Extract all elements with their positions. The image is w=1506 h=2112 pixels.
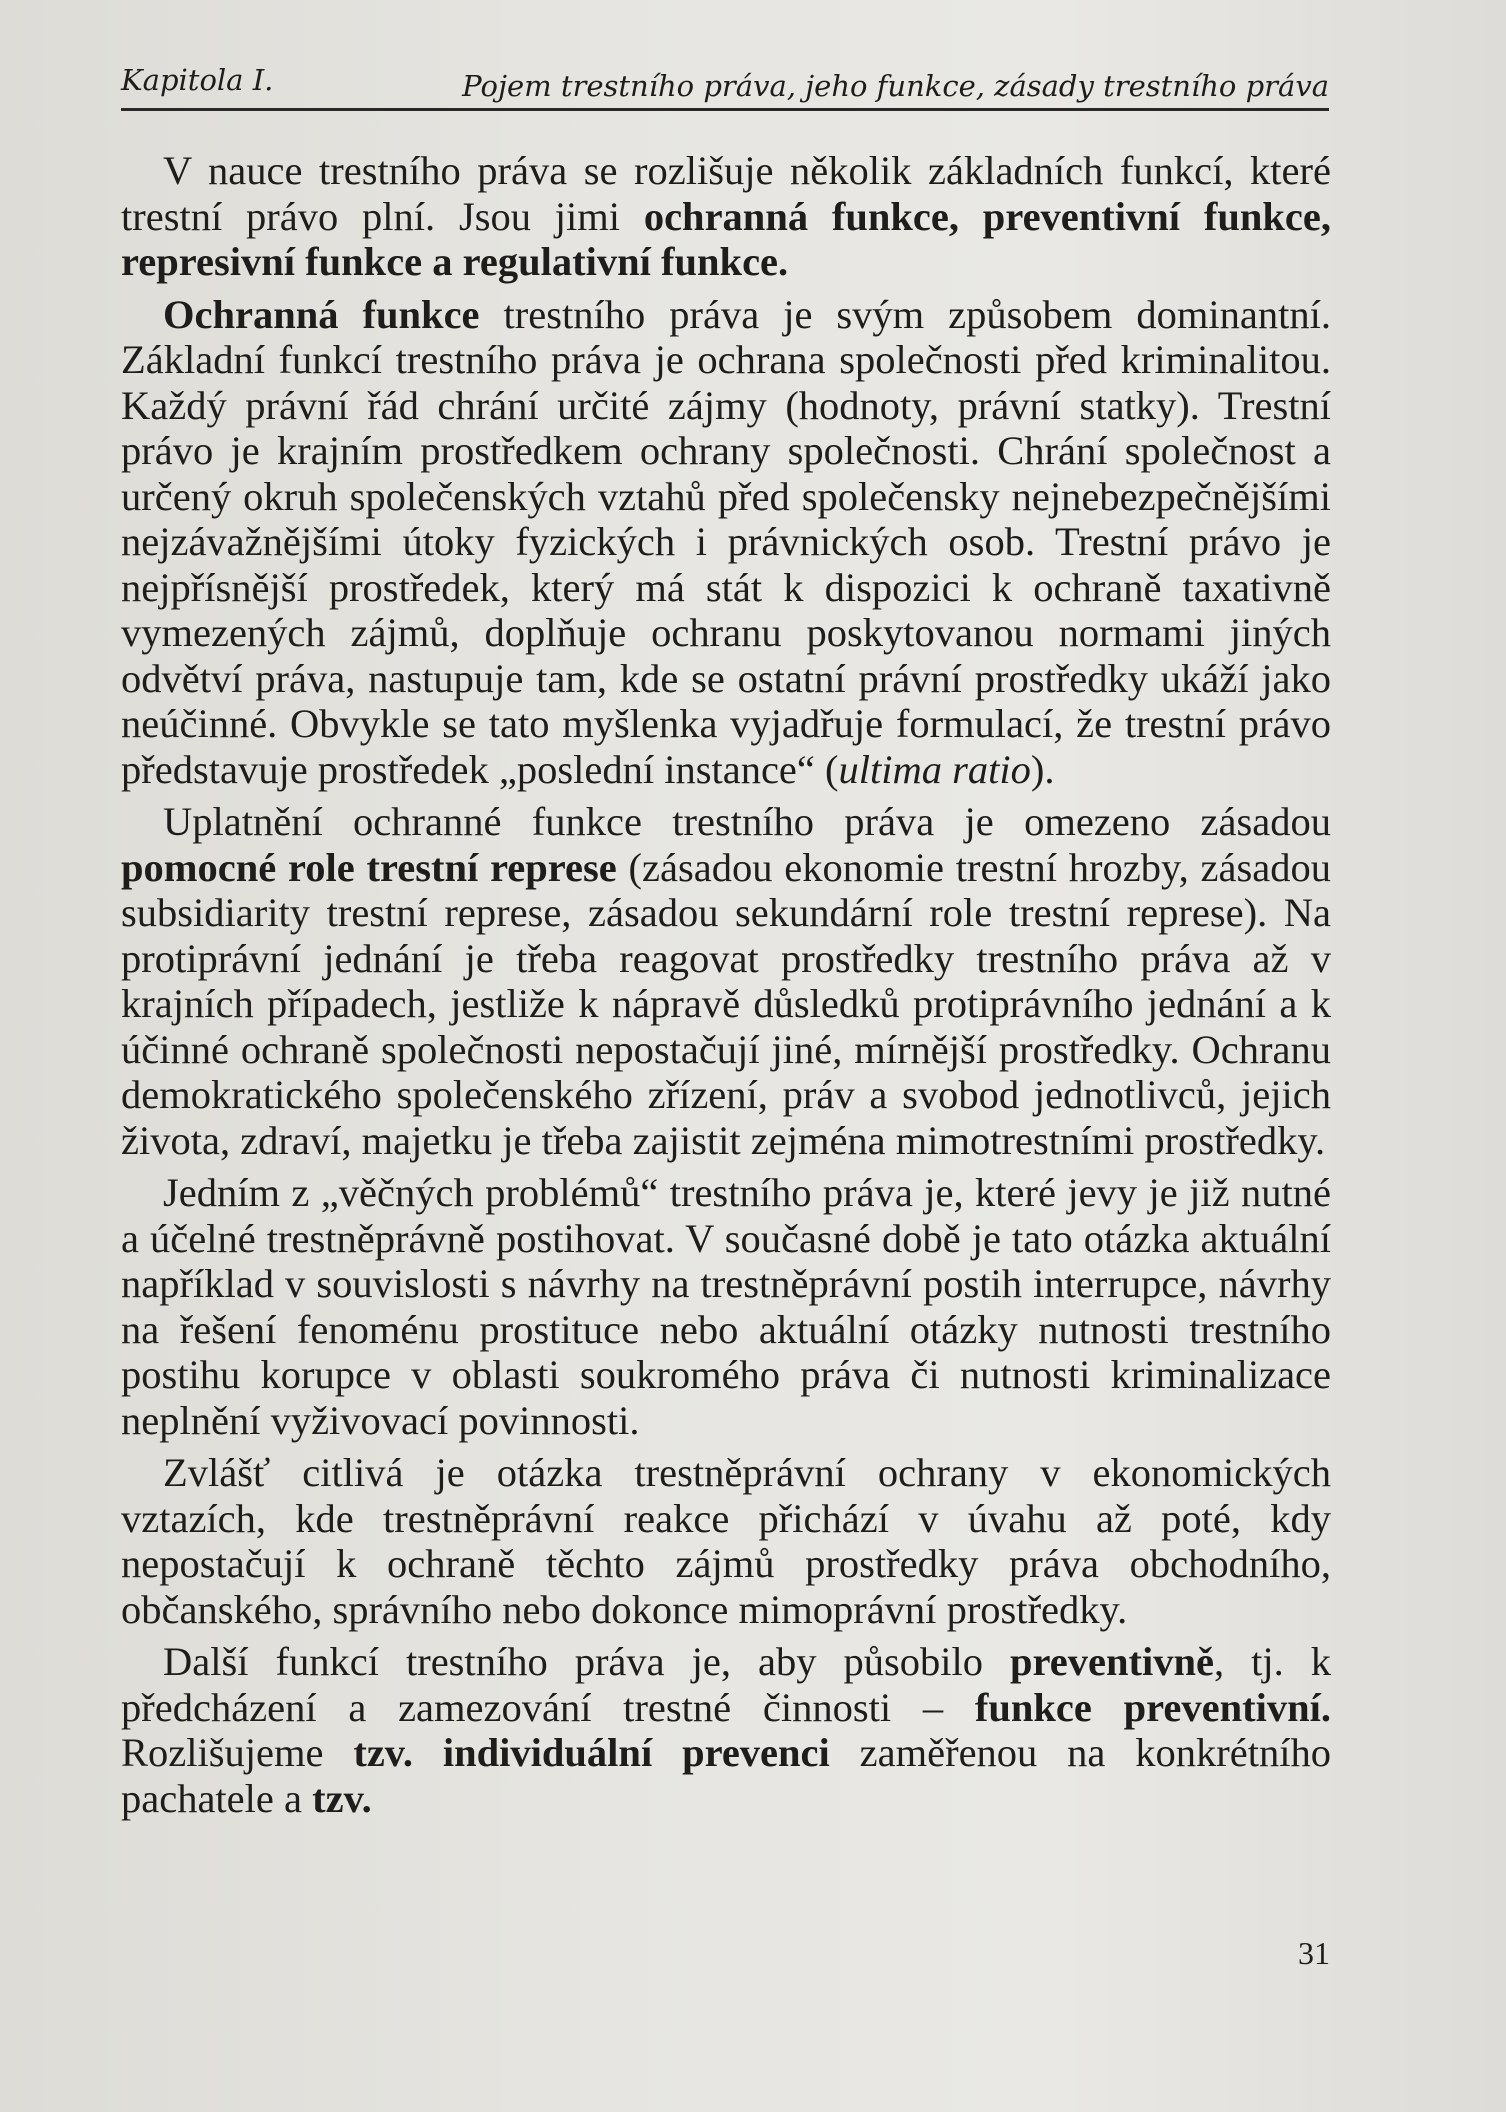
- bold-term: tzv.: [312, 1775, 372, 1821]
- bold-term: tzv. individuální prevenci: [353, 1730, 830, 1775]
- paragraph: [121, 148, 1331, 285]
- page-number: 31: [1298, 1935, 1330, 1971]
- text-run: V nauce trestního práva se rozlišuje několik základních funkcí, které trestní právo plní. Jsou jimi: [121, 148, 1331, 239]
- text-run: (zásadou ekonomie trestní hrozby, zásadou subsidiarity trestní represe, zásadou sekundární role trestní represe). Na protiprávní jednání je třeba reagovat prostředky trestního práva až v krajních případech, jestliže k nápravě důsledků protiprávního jednání a k účinné ochraně společnosti nepostačují jiné, mírnější prostředky. Ochranu demokratického společenského zřízení, práv a svobod jednotlivců, jejich života, zdraví, majetku je třeba zajistit zejména mimotrestními prostředky.: [121, 844, 1331, 1163]
- italic-term: ultima ratio: [838, 746, 1031, 792]
- text-run: Další funkcí trestního práva je, aby působilo: [163, 1639, 1010, 1684]
- bold-term: funkce preventivní.: [974, 1684, 1331, 1730]
- chapter-label: Kapitola I.: [121, 63, 274, 97]
- text-run: zaměřenou na konkrétního pachatele a: [121, 1730, 1331, 1821]
- text-run: Uplatnění ochranné funkce trestního práva je omezeno zásadou: [163, 799, 1331, 844]
- paragraph: [121, 1450, 1331, 1632]
- body-text: [121, 148, 1331, 1821]
- running-header: [121, 58, 1329, 111]
- text-run: , tj. k předcházení a zamezování trestné činnosti –: [121, 1639, 1331, 1730]
- paragraph: [121, 292, 1331, 793]
- text-run: ).: [1030, 746, 1055, 792]
- paragraph: [121, 1170, 1331, 1443]
- bold-term: Ochranná funkce: [163, 291, 480, 337]
- text-run: Rozlišujeme: [121, 1730, 354, 1775]
- bold-term: pomocné role trestní represe: [121, 844, 617, 890]
- text-run: Zvlášť citlivá je otázka trestněprávní ochrany v ekonomických vztazích, kde trestněprávní reakce přichází v úvahu až poté, kdy nepostačují k ochraně těchto zájmů prostředky práva obchodního, občanského, správního nebo dokonce mimoprávní prostředky.: [121, 1450, 1331, 1632]
- chapter-title: Pojem trestního práva, jeho funkce, zásady trestního práva: [462, 69, 1329, 103]
- text-run: Jedním z „věčných problémů“ trestního práva je, které jevy je již nutné a účelné trestněprávně postihovat. V současné době je tato otázka aktuální například v souvislosti s návrhy na trestněprávní postih interrupce, návrhy na řešení fenoménu prostituce nebo aktuální otázky nutnosti trestního postihu korupce v oblasti soukromého práva či nutnosti kriminalizace neplnění vyživovací povinnosti.: [121, 1170, 1331, 1443]
- paragraph: [121, 799, 1331, 1163]
- bold-term: ochranná funkce, preventivní funkce, represivní funkce a regulativní funkce.: [121, 193, 1331, 284]
- bold-term: preventivně: [1010, 1639, 1214, 1684]
- paragraph: [121, 1639, 1331, 1821]
- text-run: trestního práva je svým způsobem dominantní. Základní funkcí trestního práva je ochrana společnosti před kriminalitou. Každý právní řád chrání určité zájmy (hodnoty, právní statky). Trestní právo je krajním prostředkem ochrany společnosti. Chrání společnost a určený okruh společenských vztahů před společensky nejnebezpečnějšími nejzávažnějšími útoky fyzických i právnických osob. Trestní právo je nejpřísnější prostředek, který má stát k dispozici k ochraně taxativně vymezených zájmů, doplňuje ochranu poskytovanou normami jiných odvětví práva, nastupuje tam, kde se ostatní právní prostředky ukáží jako neúčinné. Obvykle se tato myšlenka vyjadřuje formulací, že trestní právo představuje prostředek „poslední instance“ (: [121, 291, 1332, 792]
